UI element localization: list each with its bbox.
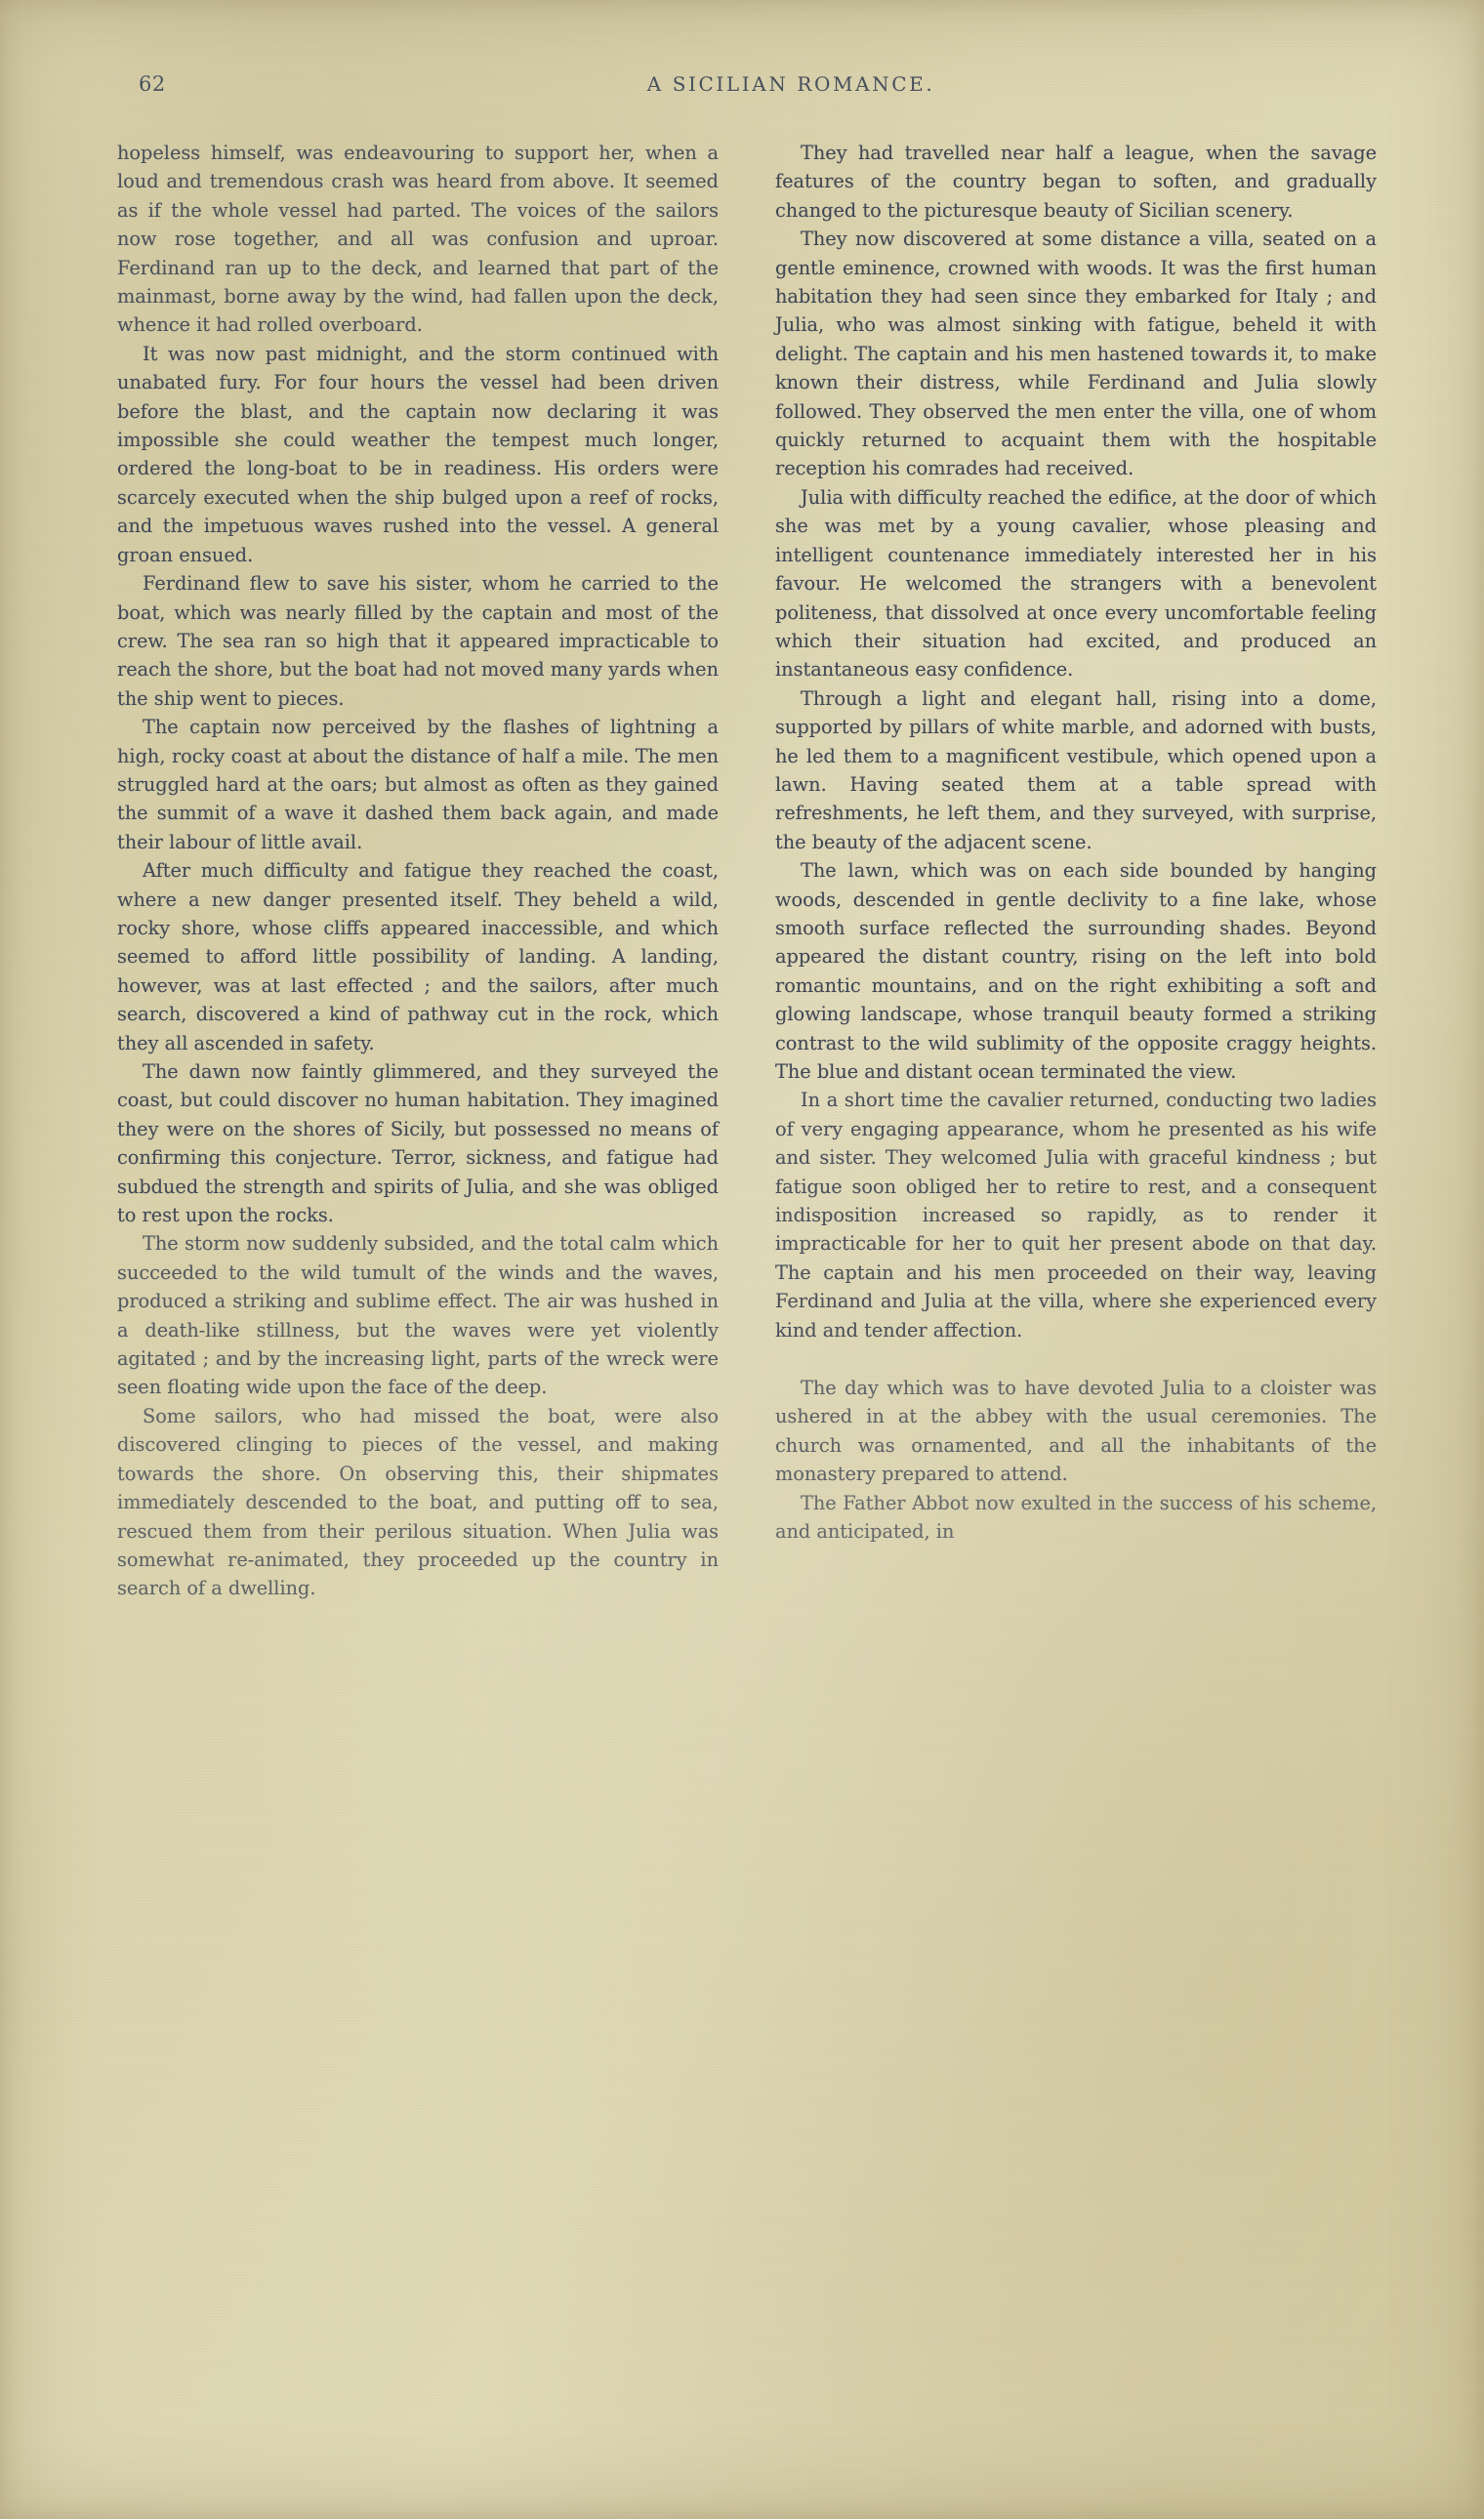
paragraph: hopeless himself, was endeavouring to support her, when a loud and tremendous crash was heard from above. It seemed as if the whole vessel had parted. The voices of the sailors now rose together, and all was confusion and uproar. Ferdinand ran up to the deck, and learned that part of the mainmast, borne away by the wind, had fallen upon the deck, whence it had rolled overboard.	[117, 142, 719, 337]
paragraph: Ferdinand flew to save his sister, whom he carried to the boat, which was nearly filled by the captain and most of the crew. The sea ran so high that it appeared impracticable to reach the shore, but the boat had not moved many yards when the ship went to pieces.	[117, 572, 719, 710]
page-content	[117, 68, 1377, 1603]
paragraph: They had travelled near half a league, when the savage features of the country began to soften, and gradually changed to the picturesque beauty of Sicilian scenery.	[775, 142, 1377, 222]
paragraph: The lawn, which was on each side bounded by hanging woods, descended in gentle declivity to a fine lake, whose smooth surface reflected the surrounding shades. Beyond appeared the distant country, rising on the left into bold romantic mountains, and on the right exhibiting a soft and glowing landscape, whose tranquil beauty formed a striking contrast to the wild sublimity of the opposite craggy heights. The blue and distant ocean terminated the view.	[775, 859, 1377, 1083]
column-right	[775, 139, 1377, 1603]
paragraph: The Father Abbot now exulted in the success of his scheme, and anticipated, in	[775, 1491, 1377, 1544]
text-columns	[117, 139, 1377, 1603]
page-number: 62	[139, 72, 166, 96]
paragraph: The dawn now faintly glimmered, and they surveyed the coast, but could discover no human habitation. They imagined they were on the shores of Sicily, but possessed no means of confirming this conjecture. Terror, sickness, and fatigue had subdued the strength and spirits of Julia, and she was obliged to rest upon the rocks.	[117, 1060, 719, 1227]
paragraph: After much difficulty and fatigue they reached the coast, where a new danger presented itself. They beheld a wild, rocky shore, whose cliffs appeared inaccessible, and which seemed to afford little possibility of landing. A landing, however, was at last effected ; and the sailors, after much search, discovered a kind of pathway cut in the rock, which they all ascended in safety.	[117, 859, 719, 1054]
column-left	[117, 139, 719, 1603]
paragraph: The storm now suddenly subsided, and the total calm which succeeded to the wild tumult of the winds and the waves, produced a striking and sublime effect. The air was hushed in a death-like stillness, but the waves were yet violently agitated ; and by the increasing light, parts of the wreck were seen floating wide upon the face of the deep.	[117, 1232, 719, 1399]
paragraph: The day which was to have devoted Julia to a cloister was ushered in at the abbey with the usual ceremonies. The church was ornamented, and all the inhabitants of the monastery prepared to attend.	[775, 1377, 1377, 1486]
paragraph: It was now past midnight, and the storm continued with unabated fury. For four hours the vessel had been driven before the blast, and the captain now declaring it was impossible she could weather the tempest much longer, ordered the long-boat to be in readiness. His orders were scarcely executed when the ship bulged upon a reef of rocks, and the impetuous waves rushed into the vessel. A general groan ensued.	[117, 342, 719, 566]
paragraph: In a short time the cavalier returned, conducting two ladies of very engaging appearance, whom he presented as his wife and sister. They welcomed Julia with graceful kindness ; but fatigue soon obliged her to retire to rest, and a consequent indisposition increased so rapidly, as to render it impracticable for her to quit her present abode on that day. The captain and his men proceeded on their way, leaving Ferdinand and Julia at the villa, where she experienced every kind and tender affection.	[775, 1089, 1377, 1342]
paragraph: Julia with difficulty reached the edifice, at the door of which she was met by a young cavalier, whose pleasing and intelligent countenance immediately interested her in his favour. He welcomed the strangers with a benevolent politeness, that dissolved at once every uncomfortable feeling which their situation had excited, and produced an instantaneous easy confidence.	[775, 485, 1377, 681]
paragraph: The captain now perceived by the flashes of lightning a high, rocky coast at about the distance of half a mile. The men struggled hard at the oars; but almost as often as they gained the summit of a wave it dashed them back again, and made their labour of little avail.	[117, 716, 719, 853]
paragraph: They now discovered at some distance a villa, seated on a gentle eminence, crowned with woods. It was the first human habitation they had seen since they embarked for Italy ; and Julia, who was almost sinking with fatigue, beheld it with delight. The captain and his men hastened towards it, to make known their distress, while Ferdinand and Julia slowly followed. They observed the men enter the villa, one of whom quickly returned to acquaint them with the hospitable reception his comrades had received.	[775, 227, 1377, 480]
paragraph: Some sailors, who had missed the boat, were also discovered clinging to pieces of the vessel, and making towards the shore. On observing this, their shipmates immediately descended to the boat, and putting off to sea, rescued them from their perilous situation. When Julia was somewhat re-animated, they proceeded up the country in search of a dwelling.	[117, 1404, 719, 1600]
page-header	[117, 68, 1377, 113]
running-head-title: A SICILIAN ROMANCE.	[646, 72, 935, 96]
paragraph: Through a light and elegant hall, rising into a dome, supported by pillars of white marble, and adorned with busts, he led them to a magnificent vestibule, which opened upon a lawn. Having seated them at a table spread with refreshments, he left them, and they surveyed, with surprise, the beauty of the adjacent scene.	[775, 686, 1377, 853]
